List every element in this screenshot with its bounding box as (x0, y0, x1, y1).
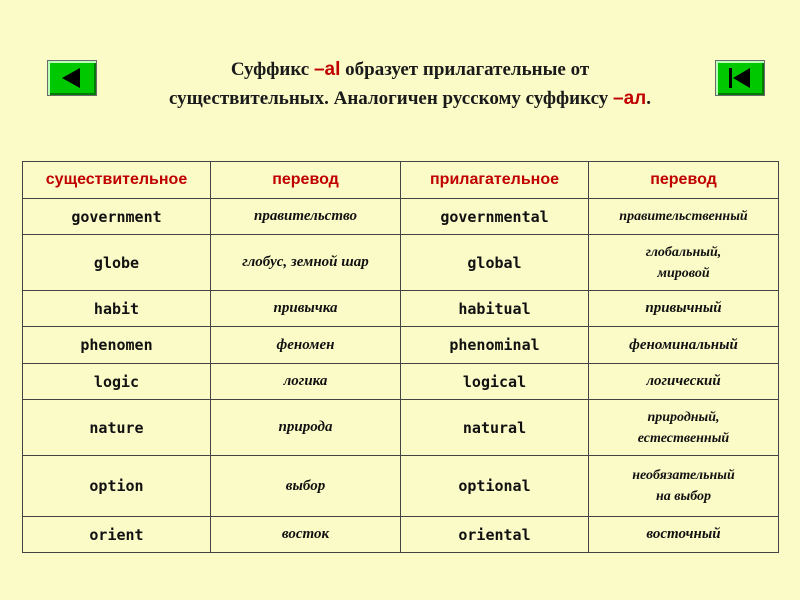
adjective-translation-cell-line: привычный (645, 300, 722, 316)
table-header-row (23, 162, 779, 199)
adjective-translation-cell (589, 400, 779, 456)
adjective-cell: governmental (401, 199, 589, 235)
adjective-translation-cell (589, 327, 779, 364)
adjective-translation-cell-line: феноминальный (629, 336, 738, 353)
vocabulary-table (22, 161, 779, 553)
table-row (23, 517, 779, 553)
table-row (23, 456, 779, 517)
title-line-1: Суффикс –al образует прилагательные от (230, 59, 590, 80)
adjective-translation-cell (589, 364, 779, 400)
table-row (23, 327, 779, 364)
adjective-cell: habitual (401, 291, 589, 327)
adjective-cell: natural (401, 400, 589, 456)
noun-cell: logic (23, 364, 211, 400)
table-row (23, 235, 779, 291)
noun-translation-cell-line: феномен (276, 336, 335, 353)
adjective-translation-cell-line: природный, (647, 409, 720, 425)
skip-to-start-icon (716, 61, 764, 95)
adjective-translation-cell-line: правительственный (619, 209, 748, 224)
noun-translation-cell-line: привычка (273, 300, 338, 316)
noun-cell: phenomen (23, 327, 211, 364)
table-row (23, 199, 779, 235)
noun-translation-cell-line: природа (278, 419, 333, 435)
suffix-al-russian: –ал (613, 88, 647, 109)
header-noun-translation: перевод (211, 162, 401, 199)
adjective-cell: global (401, 235, 589, 291)
adjective-cell: phenominal (401, 327, 589, 364)
noun-cell: habit (23, 291, 211, 327)
noun-translation-cell-line: выбор (285, 477, 326, 494)
noun-translation-cell-line: восток (281, 526, 330, 542)
adjective-cell: oriental (401, 517, 589, 553)
adjective-translation-cell-line: мировой (657, 265, 710, 281)
adjective-translation-cell (589, 235, 779, 291)
adjective-translation-cell (589, 456, 779, 517)
noun-cell: nature (23, 400, 211, 456)
noun-cell: globe (23, 235, 211, 291)
header-adjective-translation: перевод (589, 162, 779, 199)
first-slide-button[interactable] (715, 60, 765, 96)
noun-translation-cell-line: логика (283, 373, 328, 389)
noun-translation-cell (211, 400, 401, 456)
noun-cell: option (23, 456, 211, 517)
back-button[interactable] (47, 60, 97, 96)
header-noun: существительное (23, 162, 211, 199)
adjective-translation-cell-line: восточный (646, 526, 721, 542)
suffix-al: –al (313, 59, 341, 80)
noun-translation-cell (211, 291, 401, 327)
slide-title (110, 55, 710, 113)
triangle-left-icon (48, 61, 96, 95)
adjective-cell: logical (401, 364, 589, 400)
noun-translation-cell (211, 199, 401, 235)
noun-translation-cell-line: глобус, земной шар (242, 254, 369, 270)
noun-translation-cell-line: правительство (253, 208, 358, 224)
adjective-translation-cell (589, 199, 779, 235)
adjective-translation-cell-line: глобальный, (645, 244, 722, 260)
adjective-translation-cell-line: на выбор (655, 489, 712, 504)
noun-translation-cell (211, 517, 401, 553)
adjective-translation-cell-line: логический (646, 373, 721, 389)
adjective-cell: optional (401, 456, 589, 517)
table-row (23, 364, 779, 400)
header-adjective: прилагательное (401, 162, 589, 199)
noun-translation-cell (211, 327, 401, 364)
title-line-2: существительных. Аналогичен русскому суффиксу –ал. (169, 88, 651, 109)
adjective-translation-cell (589, 517, 779, 553)
noun-translation-cell (211, 364, 401, 400)
table-row (23, 291, 779, 327)
noun-cell: government (23, 199, 211, 235)
adjective-translation-cell (589, 291, 779, 327)
table-row (23, 400, 779, 456)
noun-cell: orient (23, 517, 211, 553)
adjective-translation-cell-line: необязательный (632, 468, 735, 483)
adjective-translation-cell-line: естественный (637, 430, 730, 446)
noun-translation-cell (211, 456, 401, 517)
noun-translation-cell (211, 235, 401, 291)
